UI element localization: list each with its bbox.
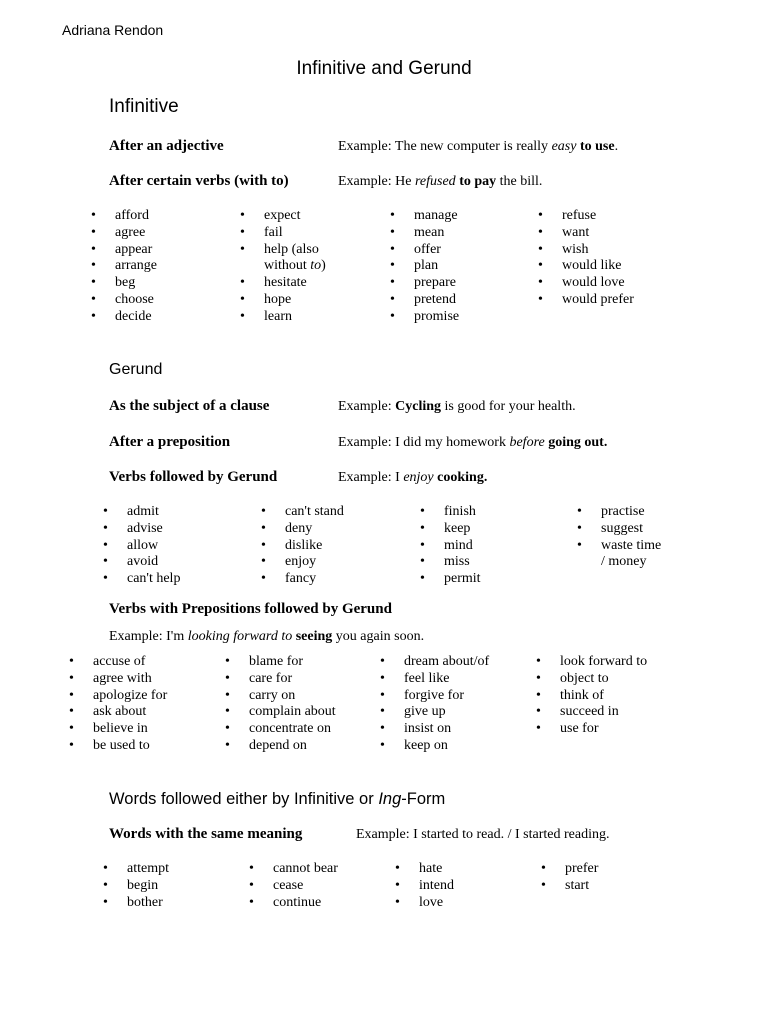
list-item: • concentrate on (225, 721, 336, 738)
rule-after-certain-verbs: After certain verbs (with to) (109, 173, 289, 189)
list-item: • believe in (69, 721, 167, 738)
example-after-certain-verbs: Example: He refused to pay the bill. (338, 174, 543, 189)
list-item: • intend (395, 878, 454, 895)
author-name: Adriana Rendon (62, 22, 164, 38)
list-item: • pretend (390, 292, 459, 309)
list-item: • admit (103, 504, 180, 521)
list-item: • carry on (225, 688, 336, 705)
list-item: • want (538, 225, 634, 242)
example-after-adjective: Example: The new computer is really easy to use. (338, 139, 619, 154)
list-item: • care for (225, 671, 336, 688)
list-item: • deny (261, 521, 344, 538)
rule-same-meaning: Words with the same meaning (109, 826, 303, 842)
either-verbs-col3 (395, 861, 454, 911)
prep-verbs-col4 (536, 654, 647, 738)
list-item: • apologize for (69, 688, 167, 705)
list-item: • be used to (69, 738, 167, 755)
rule-verbs-followed-by-gerund: Verbs followed by Gerund (109, 469, 278, 485)
list-item: • bother (103, 895, 169, 912)
list-item: • can't help (103, 571, 180, 588)
example-after-preposition: Example: I did my homework before going out. (338, 435, 608, 450)
list-item: • cannot bear (249, 861, 338, 878)
gerund-verbs-col3 (420, 504, 481, 588)
list-item: • would love (538, 275, 634, 292)
list-item: • hope (240, 292, 326, 309)
list-item: • succeed in (536, 704, 647, 721)
gerund-verbs-col4 (577, 504, 661, 571)
list-item: • promise (390, 309, 459, 326)
list-item: • feel like (380, 671, 489, 688)
list-item: • agree with (69, 671, 167, 688)
list-item: • blame for (225, 654, 336, 671)
list-item: • miss (420, 554, 481, 571)
list-item: • dislike (261, 538, 344, 555)
list-item: • complain about (225, 704, 336, 721)
list-item: • begin (103, 878, 169, 895)
infinitive-verbs-col2 (240, 208, 326, 326)
list-item: • learn (240, 309, 326, 326)
list-item: • continue (249, 895, 338, 912)
rule-after-preposition: After a preposition (109, 434, 231, 450)
list-item: • finish (420, 504, 481, 521)
list-item: • ask about (69, 704, 167, 721)
list-item: • look forward to (536, 654, 647, 671)
either-verbs-col2 (249, 861, 338, 911)
list-item: • prepare (390, 275, 459, 292)
list-item: • think of (536, 688, 647, 705)
list-item: • decide (91, 309, 157, 326)
list-item: • avoid (103, 554, 180, 571)
list-item: • keep (420, 521, 481, 538)
list-item: • would prefer (538, 292, 634, 309)
rule-after-adjective: After an adjective (109, 138, 224, 154)
list-item: • love (395, 895, 454, 912)
example-subject-of-clause: Example: Cycling is good for your health. (338, 399, 576, 414)
list-item: • cease (249, 878, 338, 895)
prep-verbs-col3 (380, 654, 489, 755)
gerund-verbs-col2 (261, 504, 344, 588)
gerund-heading: Gerund (109, 361, 163, 378)
list-item: • advise (103, 521, 180, 538)
list-item: • enjoy (261, 554, 344, 571)
list-item: • mean (390, 225, 459, 242)
list-item: • refuse (538, 208, 634, 225)
infinitive-verbs-col4 (538, 208, 634, 309)
gerund-verbs-col1 (103, 504, 180, 588)
list-item: • plan (390, 258, 459, 275)
example-same-meaning: Example: I started to read. / I started reading. (356, 827, 610, 842)
list-item: • accuse of (69, 654, 167, 671)
list-item: • waste time / money (577, 538, 661, 572)
list-item: • hesitate (240, 275, 326, 292)
list-item: • mind (420, 538, 481, 555)
list-item: • wish (538, 242, 634, 259)
list-item: • choose (91, 292, 157, 309)
list-item: • appear (91, 242, 157, 259)
list-item: • give up (380, 704, 489, 721)
list-item: • fancy (261, 571, 344, 588)
list-item: • dream about/of (380, 654, 489, 671)
list-item: • manage (390, 208, 459, 225)
infinitive-verbs-col1 (91, 208, 157, 326)
list-item: • hate (395, 861, 454, 878)
example-verbs-followed-by-gerund: Example: I enjoy cooking. (338, 470, 488, 485)
list-item: • fail (240, 225, 326, 242)
list-item: • offer (390, 242, 459, 259)
list-item: • depend on (225, 738, 336, 755)
list-item: • expect (240, 208, 326, 225)
list-item: • object to (536, 671, 647, 688)
infinitive-heading: Infinitive (109, 96, 179, 117)
list-item: • insist on (380, 721, 489, 738)
infinitive-verbs-col3 (390, 208, 459, 326)
list-item: • would like (538, 258, 634, 275)
list-item: • forgive for (380, 688, 489, 705)
list-item: • permit (420, 571, 481, 588)
document-title: Infinitive and Gerund (296, 58, 472, 79)
list-item: • practise (577, 504, 661, 521)
list-item: • afford (91, 208, 157, 225)
list-item: • start (541, 878, 598, 895)
list-item: • keep on (380, 738, 489, 755)
list-item: • use for (536, 721, 647, 738)
list-item: • beg (91, 275, 157, 292)
either-verbs-col1 (103, 861, 169, 911)
list-item: • help (also without to) (240, 242, 326, 276)
list-item: • attempt (103, 861, 169, 878)
example-verbs-with-prepositions: Example: I'm looking forward to seeing you again soon. (109, 629, 425, 644)
prep-verbs-col2 (225, 654, 336, 755)
rule-subject-of-clause: As the subject of a clause (109, 398, 270, 414)
either-heading: Words followed either by Infinitive or Ing-Form (109, 790, 446, 808)
list-item: • prefer (541, 861, 598, 878)
list-item: • suggest (577, 521, 661, 538)
list-item: • can't stand (261, 504, 344, 521)
list-item: • arrange (91, 258, 157, 275)
either-verbs-col4 (541, 861, 598, 895)
list-item: • agree (91, 225, 157, 242)
list-item: • allow (103, 538, 180, 555)
rule-verbs-with-prepositions: Verbs with Prepositions followed by Gerund (109, 601, 392, 617)
prep-verbs-col1 (69, 654, 167, 755)
